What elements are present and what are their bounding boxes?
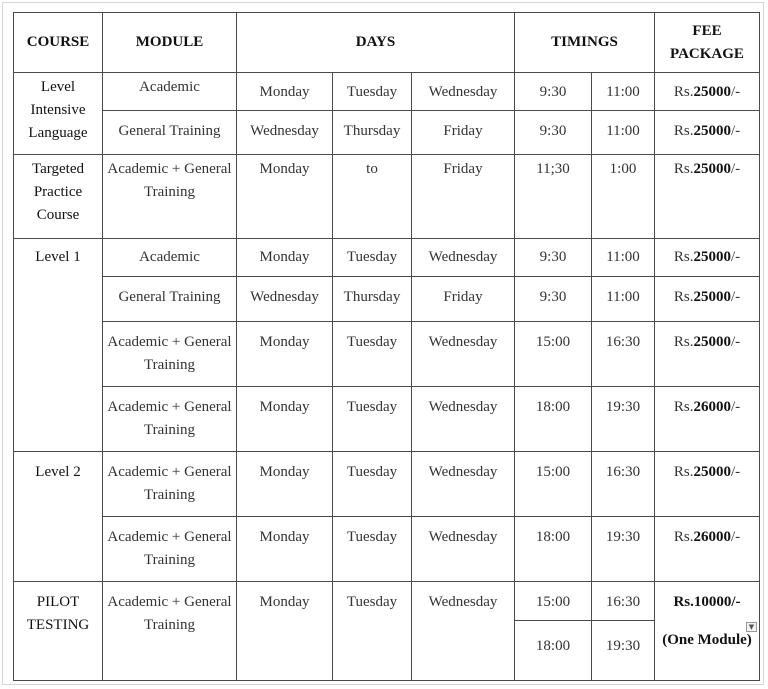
day-cell: Monday bbox=[237, 155, 333, 239]
time-end-cell: 16:30 bbox=[592, 452, 655, 517]
course-cell: Level 1 bbox=[14, 239, 103, 452]
header-fee-package: FEE PACKAGE bbox=[655, 13, 760, 73]
time-end-cell: 19:30 bbox=[592, 387, 655, 452]
time-start-cell: 18:00 bbox=[515, 387, 592, 452]
time-end-cell: 16:30 bbox=[592, 582, 655, 621]
time-end-cell: 11:00 bbox=[592, 239, 655, 277]
table-row bbox=[14, 582, 760, 621]
table-row bbox=[14, 111, 760, 155]
time-start-cell: 9:30 bbox=[515, 73, 592, 111]
time-start-cell: 9:30 bbox=[515, 277, 592, 322]
course-fee-table bbox=[13, 12, 760, 681]
fee-cell: Rs.25000/- bbox=[655, 155, 760, 239]
day-cell: Monday bbox=[237, 387, 333, 452]
course-cell: Level 2 bbox=[14, 452, 103, 582]
header-module: MODULE bbox=[103, 13, 237, 73]
time-end-cell: 11:00 bbox=[592, 73, 655, 111]
time-end-cell: 19:30 bbox=[592, 517, 655, 582]
header-row bbox=[14, 13, 760, 73]
day-cell: Wednesday bbox=[412, 239, 515, 277]
day-cell: Wednesday bbox=[237, 277, 333, 322]
time-start-cell: 18:00 bbox=[515, 621, 592, 681]
day-cell: Monday bbox=[237, 517, 333, 582]
table-row bbox=[14, 239, 760, 277]
time-end-cell: 1:00 bbox=[592, 155, 655, 239]
module-cell: Academic + General Training bbox=[103, 322, 237, 387]
fee-cell: Rs.25000/- bbox=[655, 277, 760, 322]
day-cell: Friday bbox=[412, 111, 515, 155]
table-row bbox=[14, 277, 760, 322]
day-cell: Friday bbox=[412, 277, 515, 322]
table-row bbox=[14, 322, 760, 387]
module-cell: Academic + General Training bbox=[103, 387, 237, 452]
day-cell: Wednesday bbox=[412, 322, 515, 387]
module-cell: Academic + General Training bbox=[103, 517, 237, 582]
time-end-cell: 19:30 bbox=[592, 621, 655, 681]
module-cell: General Training bbox=[103, 111, 237, 155]
fee-cell bbox=[655, 582, 760, 681]
fee-cell: Rs.25000/- bbox=[655, 111, 760, 155]
time-start-cell: 18:00 bbox=[515, 517, 592, 582]
time-start-cell: 9:30 bbox=[515, 111, 592, 155]
day-cell: Tuesday bbox=[333, 73, 412, 111]
day-cell: Thursday bbox=[333, 111, 412, 155]
day-cell: Monday bbox=[237, 322, 333, 387]
time-start-cell: 15:00 bbox=[515, 452, 592, 517]
fee-cell: Rs.25000/- bbox=[655, 322, 760, 387]
fee-cell: Rs.25000/- bbox=[655, 239, 760, 277]
day-cell: Tuesday bbox=[333, 322, 412, 387]
time-start-cell: 15:00 bbox=[515, 322, 592, 387]
module-cell: Academic bbox=[103, 73, 237, 111]
day-cell: Monday bbox=[237, 73, 333, 111]
day-cell: Tuesday bbox=[333, 582, 412, 681]
fee-cell: Rs.26000/- bbox=[655, 387, 760, 452]
day-cell: Tuesday bbox=[333, 517, 412, 582]
time-start-cell: 15:00 bbox=[515, 582, 592, 621]
day-cell: to bbox=[333, 155, 412, 239]
day-cell: Wednesday bbox=[412, 387, 515, 452]
header-timings: TIMINGS bbox=[515, 13, 655, 73]
fee-note: (One Module) bbox=[662, 632, 752, 648]
time-start-cell: 11;30 bbox=[515, 155, 592, 239]
fee-cell: Rs.25000/- bbox=[655, 73, 760, 111]
day-cell: Monday bbox=[237, 452, 333, 517]
course-cell: Level Intensive Language bbox=[14, 73, 103, 155]
dropdown-arrow-icon[interactable]: ▼ bbox=[746, 622, 757, 632]
day-cell: Wednesday bbox=[412, 517, 515, 582]
time-start-cell: 9:30 bbox=[515, 239, 592, 277]
course-cell: PILOT TESTING bbox=[14, 582, 103, 681]
fee-cell: Rs.25000/- bbox=[655, 452, 760, 517]
day-cell: Wednesday bbox=[237, 111, 333, 155]
table-row bbox=[14, 155, 760, 239]
time-end-cell: 11:00 bbox=[592, 111, 655, 155]
table-row bbox=[14, 517, 760, 582]
day-cell: Wednesday bbox=[412, 452, 515, 517]
module-cell: General Training bbox=[103, 277, 237, 322]
day-cell: Tuesday bbox=[333, 452, 412, 517]
day-cell: Thursday bbox=[333, 277, 412, 322]
day-cell: Tuesday bbox=[333, 387, 412, 452]
header-days: DAYS bbox=[237, 13, 515, 73]
module-cell: Academic + General Training bbox=[103, 155, 237, 239]
time-end-cell: 16:30 bbox=[592, 322, 655, 387]
header-course: COURSE bbox=[14, 13, 103, 73]
module-cell: Academic + General Training bbox=[103, 452, 237, 517]
time-end-cell: 11:00 bbox=[592, 277, 655, 322]
fee-amount: Rs.10000/- bbox=[673, 594, 741, 610]
module-cell: Academic + General Training bbox=[103, 582, 237, 681]
table-row bbox=[14, 73, 760, 111]
day-cell: Friday bbox=[412, 155, 515, 239]
module-cell: Academic bbox=[103, 239, 237, 277]
day-cell: Tuesday bbox=[333, 239, 412, 277]
day-cell: Monday bbox=[237, 582, 333, 681]
day-cell: Wednesday bbox=[412, 582, 515, 681]
day-cell: Monday bbox=[237, 239, 333, 277]
table-row bbox=[14, 387, 760, 452]
course-cell: Targeted Practice Course bbox=[14, 155, 103, 239]
day-cell: Wednesday bbox=[412, 73, 515, 111]
fee-cell: Rs.26000/- bbox=[655, 517, 760, 582]
table-row bbox=[14, 452, 760, 517]
